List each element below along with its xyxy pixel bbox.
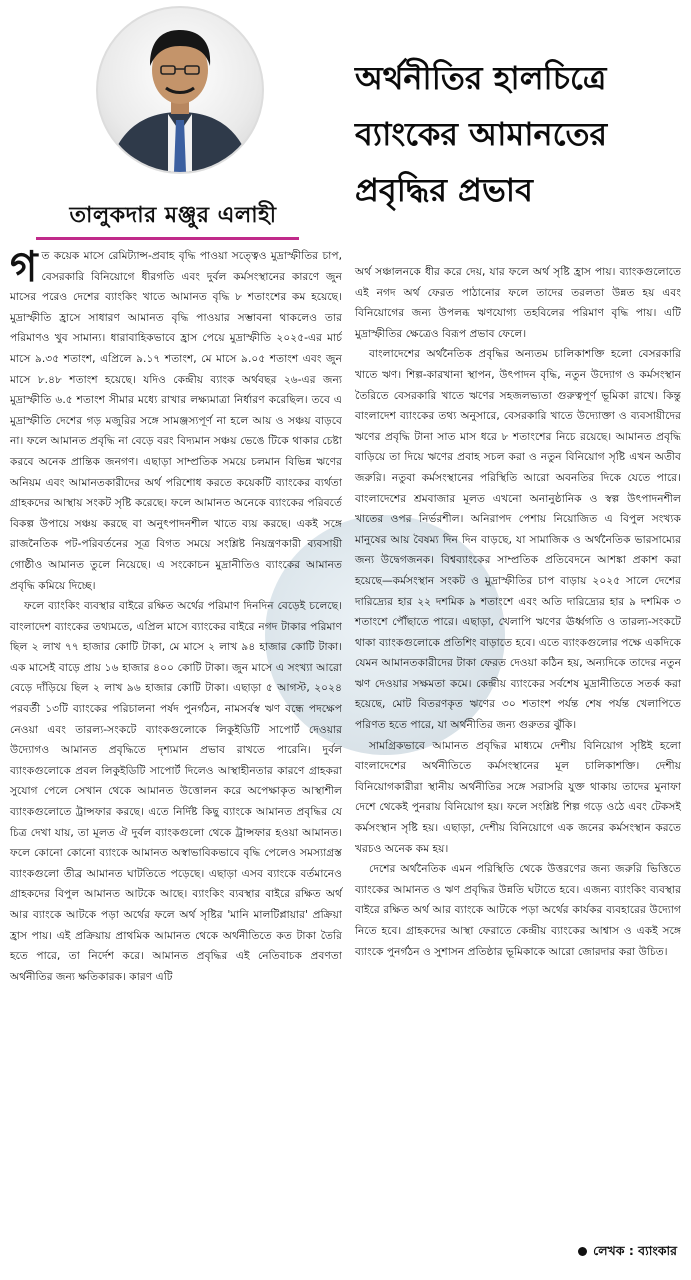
headline-line: অর্থনীতির হালচিত্রে: [355, 59, 607, 97]
bullet-icon: [578, 1247, 587, 1256]
author-name: তালুকদার মঞ্জুর এলাহী: [69, 203, 277, 228]
paragraph: সামগ্রিকভাবে আমানত প্রবৃদ্ধির মাধ্যমে দেশীয় বিনিয়োগ সৃষ্টিই হলো বাংলাদেশের অর্থনীতিতে কর্মসংস্থানের মূল চালিকাশক্তি। দেশীয় বিনিয়োগকারীরা স্থানীয় অর্থনীতির সঙ্গে সরাসরি যুক্ত থাকায় তাদের মুনাফা দেশে থেকেই পুনরায় বিনিয়োগ হয়। ফলে সংশ্লিষ্ট শিল্প গড়ে ওঠে এবং টেকসই কর্মসংস্থান সৃষ্টি হয়। এছাড়া, দেশীয় বিনিয়োগে এক জনের কর্মসংস্থান করতে খরচও অনেক কম হয়।: [355, 738, 681, 855]
paragraph: বাংলাদেশের অর্থনৈতিক প্রবৃদ্ধির অন্যতম চালিকাশক্তি হলো বেসরকারি খাতে ঋণ। শিল্প-কারখানা স্থাপন, উৎপাদন বৃদ্ধি, নতুন উদ্যোগ ও কর্মসংস্থান তৈরিতে বেসরকারি খাতে ঋণের সহজলভ্যতা গুরুত্বপূর্ণ ভূমিকা রাখে। কিন্তু বাংলাদেশ ব্যাংকের তথ্য অনুসারে, বেসরকারি খাতে উদ্যোক্তা ও ব্যবসায়ীদের ঋণের প্রবৃদ্ধি টানা সাত মাস ধরে ৮ শতাংশের নিচে রয়েছে। আমানত প্রবৃদ্ধি বাড়িয়ে তা দিয়ে ঋণের প্রবাহ সচল করা ও নতুন বিনিয়োগ সৃষ্টি এখন অতীব জরুরি। নতুবা কর্মসংস্থানের পরিস্থিতি আরো অবনতির দিকে যেতে পারে। বাংলাদেশের শ্রমবাজার মূলত এখনো অনানুষ্ঠানিক ও স্বল্প উৎপাদনশীল খাতের ওপর নির্ভরশীল। অনিরাপদ পেশায় নিয়োজিত এ বিপুল সংখ্যক মানুষের আয় বৈষম্য দিন দিন বাড়ছে, যা সামাজিক ও অর্থনৈতিক ভারসাম্যের জন্য উদ্বেগজনক। বিশ্বব্যাংকের সাম্প্রতিক প্রতিবেদনে আশঙ্কা প্রকাশ করা হয়েছে—কর্মসংস্থান সংকট ও মুদ্রাস্ফীতির চাপ বাড়ায় ২০২৫ সালে দেশের দারিদ্র্যের হার ২২ দশমিক ৯ শতাংশে এবং অতি দারিদ্র্যের হার ৯ দশমিক ৩ শতাংশে পৌঁছাতে পারে। এছাড়া, খেলাপি ঋণের ঊর্ধ্বগতি ও তারল্য-সংকটে থাকা ব্যাংকগুলোকে প্রতিশিং বাড়াতে হবে। এতে ব্যাংকগুলোর পক্ষে একদিকে যেমন আমানতকারীদের টাকা ফেরত দেওয়া কঠিন হয়, অন্যদিকে তাদের নতুন ঋণ দেওয়ার সক্ষমতা কমে। কেন্দ্রীয় ব্যাংকের সর্বশেষ মুদ্রানীতিতে সতর্ক করা হয়েছে, মোট বিতরণকৃত ঋণের ৩০ শতাংশ পর্যন্ত শেষ পর্যন্ত খেলাপিতে পরিণত হতে পারে, যা অর্থনীতির জন্য গুরুতর ঝুঁকি।: [355, 347, 681, 732]
headline-line: প্রবৃদ্ধির প্রভাব: [355, 171, 533, 209]
byline-text: লেখক : ব্যাংকার: [593, 1243, 677, 1258]
paragraph: ফলে ব্যাংকিং ব্যবস্থার বাইরে রক্ষিত অর্থের পরিমাণ দিনদিন বেড়েই চলেছে। বাংলাদেশ ব্যাংকের তথ্যমতে, এপ্রিল মাসে ব্যাংকের বাইরে নগদ টাকার পরিমাণ ছিল ২ লাখ ৭৭ হাজার কোটি টাকা, মে মাসে ২ লাখ ৯৪ হাজার কোটি টাকা। এক মাসেই বাড়ে প্রায় ১৬ হাজার ৪০০ কোটি টাকা। জুন মাসে এ সংখ্যা আরো বেড়ে দাঁড়িয়ে ছিল ২ লাখ ৯৬ হাজার কোটি টাকা। এছাড়া ৫ আগস্ট, ২০২৪ পরবর্তী ১৩টি ব্যাংকের পরিচালনা পর্ষদ পুনর্গঠন, নামসর্বস্ব ঋণ বন্ধে পদক্ষেপ নেওয়া এবং তারল্য-সংকটে ব্যাংকগুলোকে লিকুইডিটি সাপোর্ট দেওয়ার উদ্যোগও আমানত প্রবৃদ্ধিতে দৃশ্যমান প্রভাব রাখতে পারেনি। দুর্বল ব্যাংকগুলোকে প্রবল লিকুইডিটি সাপোর্ট দিলেও আস্থাহীনতার কারণে গ্রাহকরা সুযোগ পেলে সেখান থেকে আমানত উত্তোলন করে অপেক্ষাকৃত আস্থাশীল ব্যাংকগুলোতে ট্রান্সফার করছে। এতে নির্দিষ্ট কিছু ব্যাংকে আমানত প্রবৃদ্ধির যে চিত্র দেখা যায়, তা মূলত ঐ দুর্বল ব্যাংকগুলো থেকে ট্রান্সফার হওয়া আমানত। ফলে কোনো কোনো ব্যাংকে আমানত অস্বাভাবিকভাবে বৃদ্ধি পেলেও সমস্যাগ্রস্ত ব্যাংকগুলো তীব্র আমানত ঘাটতিতে পড়েছে। এছাড়া এসব ব্যাংকে বর্তমানেও গ্রাহকদের বিপুল আমানত আটকে আছে। ব্যাংকিং ব্যবস্থার বাইরে রক্ষিত অর্থ আর ব্যাংকে আটকে পড়া অর্থের ফলে অর্থ সৃষ্টির 'মানি মালটিপ্লায়ার' প্রক্রিয়া হ্রাস পায়। এই প্রক্রিয়ায় প্রাথমিক আমানত থেকে অর্থনীতিতে কত টাকা তৈরি হতে পারে, তা নির্দেশ করে। আমানত প্রবৃদ্ধির এই নেতিবাচক প্রবণতা অর্থনীতির জন্য ক্ষতিকারক। কারণ এটি: [10, 599, 342, 983]
article-column-right: [355, 262, 681, 962]
author-divider: [36, 237, 299, 240]
headline-line: ব্যাংকের আমানতের: [355, 115, 608, 153]
paragraph: অর্থ সঞ্চালনকে ধীর করে দেয়, যার ফলে অর্থ সৃষ্টি হ্রাস পায়। ব্যাংকগুলোতে এই নগদ অর্থ ফেরত পাঠানোর ফলে তাদের তরলতা উন্নত হয় এবং বিনিয়োগের জন্য উপলব্ধ ঋণযোগ্য তহবিলের পরিমাণ বৃদ্ধি পায়। এটি মুদ্রাস্ফীতির ক্ষেত্রেও বিরূপ প্রভাব ফেলে।: [355, 265, 681, 340]
dropcap: গ: [10, 242, 38, 291]
author-photo: [96, 6, 264, 174]
headline: [355, 50, 680, 218]
paragraph: [10, 242, 342, 596]
paragraph-text: ত কয়েক মাসে রেমিট্যান্স-প্রবাহ বৃদ্ধি পাওয়া সত্ত্বেও মুদ্রাস্ফীতির চাপ, বেসরকারি বিনিয়োগে ধীরগতি এবং দুর্বল কর্মসংস্থানের কারণে জুন মাসের পরেও দেশের ব্যাংকিং খাতে আমানত বৃদ্ধি ৮ শতাংশের কম হয়েছে। মুদ্রাস্ফীতি হ্রাসে সাধারণ আমানত বৃদ্ধি পাওয়ার সম্ভাবনা থাকলেও তার পরিমাণও খুব সামান্য। ধারাবাহিকভাবে হ্রাস পেয়ে মুদ্রাস্ফীতি ২০২৫-এর মার্চ মাসে ৯.৩৫ শতাংশ, এপ্রিলে ৯.১৭ শতাংশ, মে মাসে ৯.০৫ শতাংশ এবং জুন মাসে ৮.৪৮ শতাংশ হয়েছে। যদিও কেন্দ্রীয় ব্যাংক অর্থবছর ২৬-এর জন্য মুদ্রাস্ফীতি ৬.৫ শতাংশ সীমার মধ্যে রাখার লক্ষ্যমাত্রা নির্ধারণ করেছিল। তবে এ মুদ্রাস্ফীতি দেশের গড় মজুরির সঙ্গে সামঞ্জস্যপূর্ণ না হলে আয় ও সঞ্চয় বাড়বে না। ফলে আমানত প্রবৃদ্ধি না বেড়ে বরং বিদ্যমান সঞ্চয় ভেঙে টিকে থাকার চেষ্টা করবে অনেক প্রান্তিক জনগণ। এছাড়া সাম্প্রতিক সময়ে চলমান বিভিন্ন ঋণের অনিয়ম এবং আমানতকারীদের অর্থ পরিশোধ করতে কয়েকটি ব্যাংকের ব্যর্থতা গ্রাহকদের আস্থায় সংকট সৃষ্টি করেছে। ফলে আমানত অনেকে ব্যাংকের পরিবর্তে বিকল্প উপায়ে সঞ্চয় করছে বা অনুৎপাদনশীল খাতে ব্যয় করছে। একই সঙ্গে রাজনৈতিক পট-পরিবর্তনের সূত্র বিগত সময়ে সংশ্লিষ্ট নিয়ন্ত্রণকারী ব্যবসায়ী গোষ্ঠীও আমানত তুলে নিয়েছে। এ সংকোচন মুদ্রানীতিও ব্যাংকের আমানত প্রবৃদ্ধি কমিয়ে দিচ্ছে।: [10, 249, 342, 592]
article-column-left: [10, 242, 342, 987]
paragraph: দেশের অর্থনৈতিক এমন পরিস্থিতি থেকে উত্তরণের জন্য জরুরি ভিত্তিতে ব্যাংকের আমানত ও ঋণ প্রবৃদ্ধির উন্নতি ঘটাতে হবে। এজন্য ব্যাংকিং ব্যবস্থার বাইরে রক্ষিত অর্থ আর ব্যাংকে আটকে পড়া অর্থের কার্যকর ব্যবহারের উদ্যোগ নিতে হবে। গ্রাহকদের আস্থা ফেরাতে কেন্দ্রীয় ব্যাংকের আশ্বাস ও একই সঙ্গে ব্যাংকে পুনর্গঠন ও সুশাসন প্রতিষ্ঠার ভূমিকাকে আরো জোরদার করা উচিত।: [355, 862, 681, 958]
byline: [578, 1243, 677, 1263]
